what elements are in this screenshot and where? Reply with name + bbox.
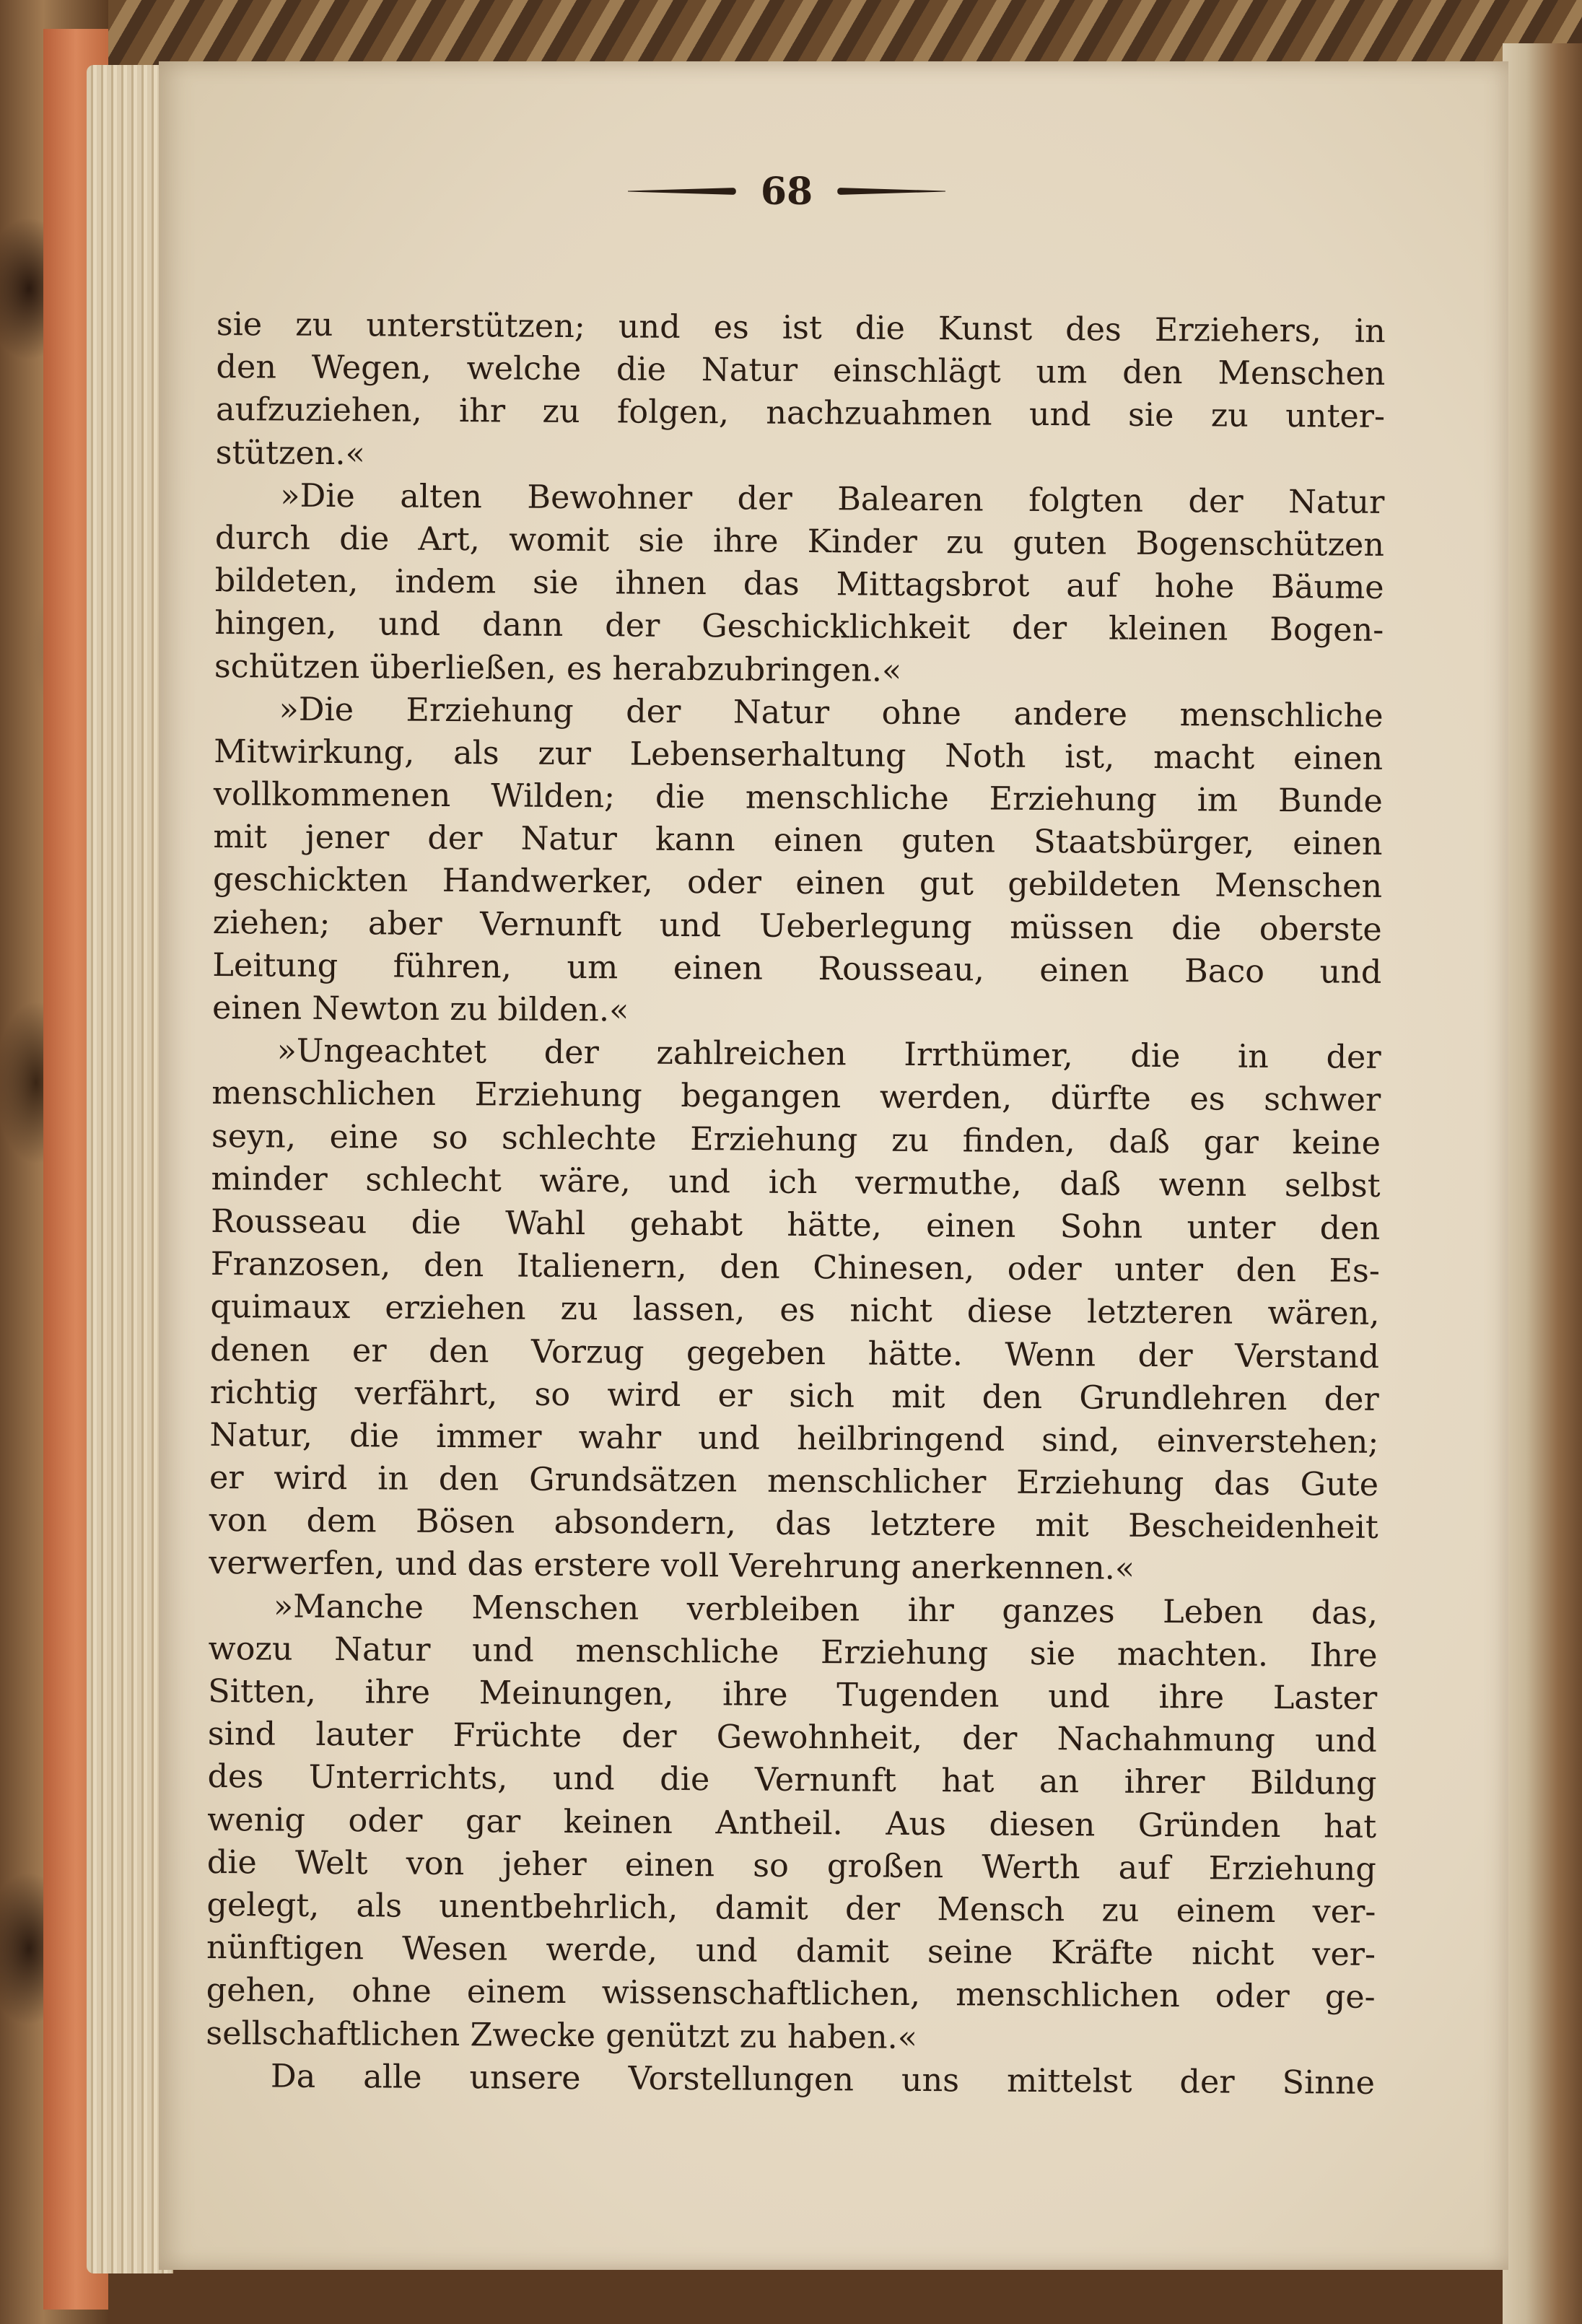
text-line: Leitung führen, um einen Rousseau, einen Baco und (212, 946, 1382, 991)
text-line: Franzosen, den Italienern, den Chinesen, oder unter den Es- (210, 1246, 1380, 1290)
text-line: ziehen; aber Vernunft und Ueberlegung müssen die oberste (212, 904, 1382, 948)
text-line: gehen, ohne einem wissenschaftlichen, menschlichen oder ge- (206, 1972, 1376, 2017)
text-line: gelegt, als unentbehrlich, damit der Mensch zu einem ver- (206, 1886, 1376, 1931)
text-line: vollkommenen Wilden; die menschliche Erziehung im Bunde (213, 776, 1383, 820)
text-line: Rousseau die Wahl gehabt hätte, einen Sohn unter den (211, 1202, 1381, 1247)
text-line: richtig verfährt, so wird er sich mit den Grundlehren der (209, 1373, 1379, 1418)
text-line: »Manche Menschen verbleiben ihr ganzes Leben das, (273, 1588, 1378, 1632)
text-line: sind lauter Früchte der Gewohnheit, der Nachahmung und (207, 1716, 1378, 1760)
text-line: einen Newton zu bilden.« (211, 989, 629, 1029)
text-line: von dem Bösen absondern, das letztere mit Bescheidenheit (209, 1502, 1378, 1547)
text-line: nünftigen Wesen werde, und damit seine Kräfte nicht ver- (206, 1929, 1376, 1973)
text-line: wozu Natur und menschliche Erziehung sie machten. Ihre (208, 1630, 1378, 1674)
header-ornament-right (837, 188, 945, 195)
book-spine (1503, 43, 1582, 2324)
text-line: quimaux erziehen zu lassen, es nicht diese letzteren wären, (210, 1288, 1380, 1333)
text-line: geschickten Handwerker, oder einen gut gebildeten Menschen (212, 861, 1383, 906)
text-line: Da alle unsere Vorstellungen uns mittelst der Sinne (270, 2058, 1376, 2102)
text-line: Sitten, ihre Meinungen, ihre Tugenden und ihre Laster (208, 1672, 1378, 1717)
page-number: 68 (760, 169, 813, 214)
text-line: seyn, eine so schlechte Erziehung zu finden, daß gar keine (211, 1117, 1381, 1162)
text-line: Natur, die immer wahr und heilbringend sind, einverstehen; (209, 1416, 1379, 1461)
text-line: schützen überließen, es herabzubringen.« (214, 647, 902, 689)
text-line: minder schlecht wäre, und ich vermuthe, daß wenn selbst (211, 1160, 1381, 1205)
text-line: »Die Erziehung der Natur ohne andere menschliche (279, 691, 1384, 735)
text-line: verwerfen, und das erstere voll Verehrung anerkennen.« (209, 1545, 1135, 1588)
text-line: des Unterrichts, und die Vernunft hat an ihrer Bildung (207, 1758, 1377, 1803)
text-line: den Wegen, welche die Natur einschlägt um den Menschen (216, 349, 1386, 393)
text-line: er wird in den Grundsätzen menschlicher Erziehung das Gute (209, 1459, 1379, 1503)
text-line: sie zu unterstützen; und es ist die Kunst des Erziehers, in (216, 305, 1386, 350)
marbled-top-strip (108, 0, 1582, 69)
page-header (563, 159, 1010, 224)
text-line: durch die Art, womit sie ihre Kinder zu guten Bogenschützen (214, 519, 1385, 564)
body-text (206, 303, 1386, 2105)
text-line: bildeten, indem sie ihnen das Mittagsbrot auf hohe Bäume (214, 562, 1384, 607)
text-line: hingen, und dann der Geschicklichkeit der kleinen Bogen- (214, 605, 1384, 650)
text-line: »Ungeachtet der zahlreichen Irrthümer, die in der (276, 1032, 1381, 1077)
text-line: menschlichen Erziehung begangen werden, dürfte es schwer (211, 1075, 1381, 1119)
text-line: sellschaftlichen Zwecke genützt zu haben.« (206, 2014, 918, 2056)
text-line: stützen.« (215, 434, 365, 472)
text-line: »Die alten Bewohner der Balearen folgten der Natur (280, 477, 1385, 521)
text-line: wenig oder gar keinen Antheil. Aus diesen Gründen hat (207, 1801, 1377, 1845)
text-line: denen er den Vorzug gegeben hätte. Wenn der Verstand (209, 1331, 1380, 1376)
text-line: aufzuziehen, ihr zu folgen, nachzuahmen und sie zu unter- (215, 391, 1386, 436)
text-line: mit jener der Natur kann einen guten Staatsbürger, einen (213, 818, 1383, 863)
text-line: Mitwirkung, als zur Lebenserhaltung Noth ist, macht einen (214, 733, 1384, 777)
header-ornament-left (628, 188, 736, 195)
text-line: die Welt von jeher einen so großen Werth auf Erziehung (206, 1843, 1376, 1888)
